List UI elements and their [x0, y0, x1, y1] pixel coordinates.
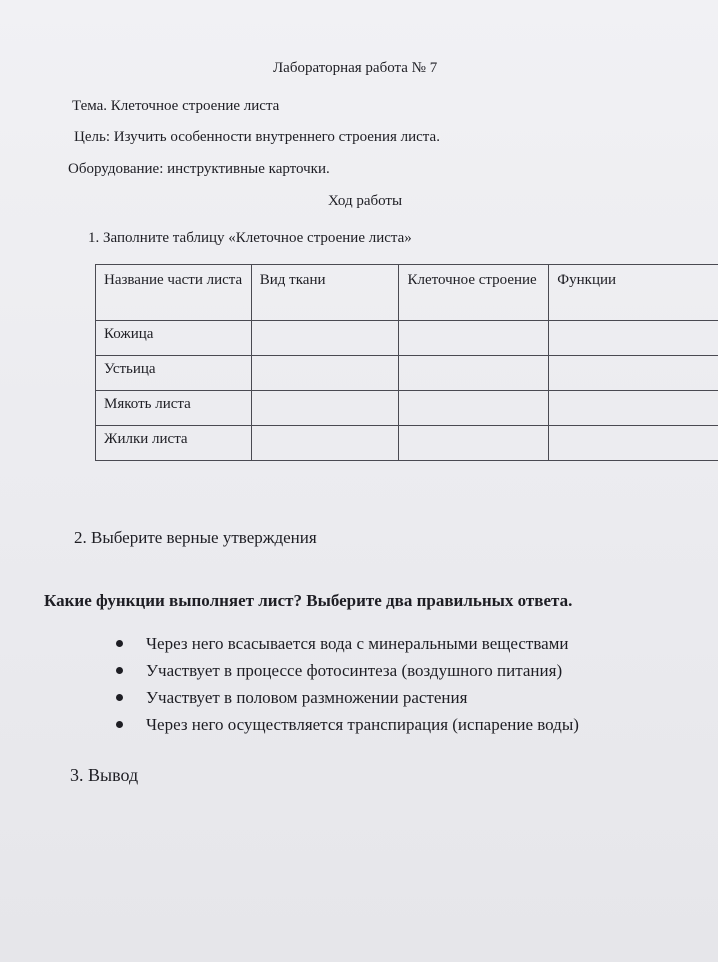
empty-cell — [549, 356, 718, 391]
table-row — [96, 356, 718, 391]
empty-cell — [251, 321, 399, 356]
row-label: Мякоть листа — [96, 391, 252, 426]
table-header-row — [96, 265, 718, 321]
header-cell-structure: Клеточное строение — [399, 265, 549, 321]
topic-line: Тема. Клеточное строение листа — [72, 98, 280, 114]
option-text: Участвует в половом размножении растения — [146, 688, 468, 707]
task-1-instruction: 1. Заполните таблицу «Клеточное строение листа» — [88, 230, 412, 246]
option-text: Участвует в процессе фотосинтеза (воздушного питания) — [146, 661, 563, 680]
list-item — [108, 684, 579, 711]
goal-line: Цель: Изучить особенности внутреннего строения листа. — [74, 129, 440, 145]
list-item — [108, 630, 579, 657]
bullet-icon — [116, 721, 123, 728]
empty-cell — [549, 321, 718, 356]
option-text: Через него осуществляется транспирация (испарение воды) — [146, 715, 579, 734]
list-item — [108, 711, 579, 738]
table-row — [96, 321, 718, 356]
list-item — [108, 657, 579, 684]
empty-cell — [399, 321, 549, 356]
row-label: Жилки листа — [96, 426, 252, 461]
header-functions: Функции — [549, 265, 718, 321]
empty-cell — [549, 426, 718, 461]
table-row — [96, 391, 718, 426]
progress-heading: Ход работы — [328, 193, 403, 209]
bullet-icon — [116, 640, 123, 647]
equipment-line: Оборудование: инструктивные карточки. — [68, 161, 330, 177]
option-text: Через него всасывается вода с минеральными веществами — [146, 634, 569, 653]
question-text: Какие функции выполняет лист? Выберите два правильных ответа. — [44, 591, 573, 610]
empty-cell — [549, 391, 718, 426]
lab-title: Лабораторная работа № 7 — [273, 60, 438, 76]
header-tissue-type: Вид ткани — [251, 265, 399, 321]
empty-cell — [251, 356, 399, 391]
empty-cell — [399, 426, 549, 461]
conclusion-heading: 3. Вывод — [70, 765, 139, 785]
task-2-instruction: 2. Выберите верные утверждения — [74, 528, 317, 547]
bullet-icon — [116, 667, 123, 674]
row-label: Кожица — [96, 321, 252, 356]
bullet-icon — [116, 694, 123, 701]
empty-cell — [399, 391, 549, 426]
empty-cell — [251, 426, 399, 461]
empty-cell — [251, 391, 399, 426]
row-label: Устьица — [96, 356, 252, 391]
table-row — [96, 426, 718, 461]
header-part-name: Название части листа — [96, 265, 252, 321]
answer-options-list — [108, 630, 579, 738]
leaf-structure-table — [95, 264, 718, 461]
empty-cell — [399, 356, 549, 391]
